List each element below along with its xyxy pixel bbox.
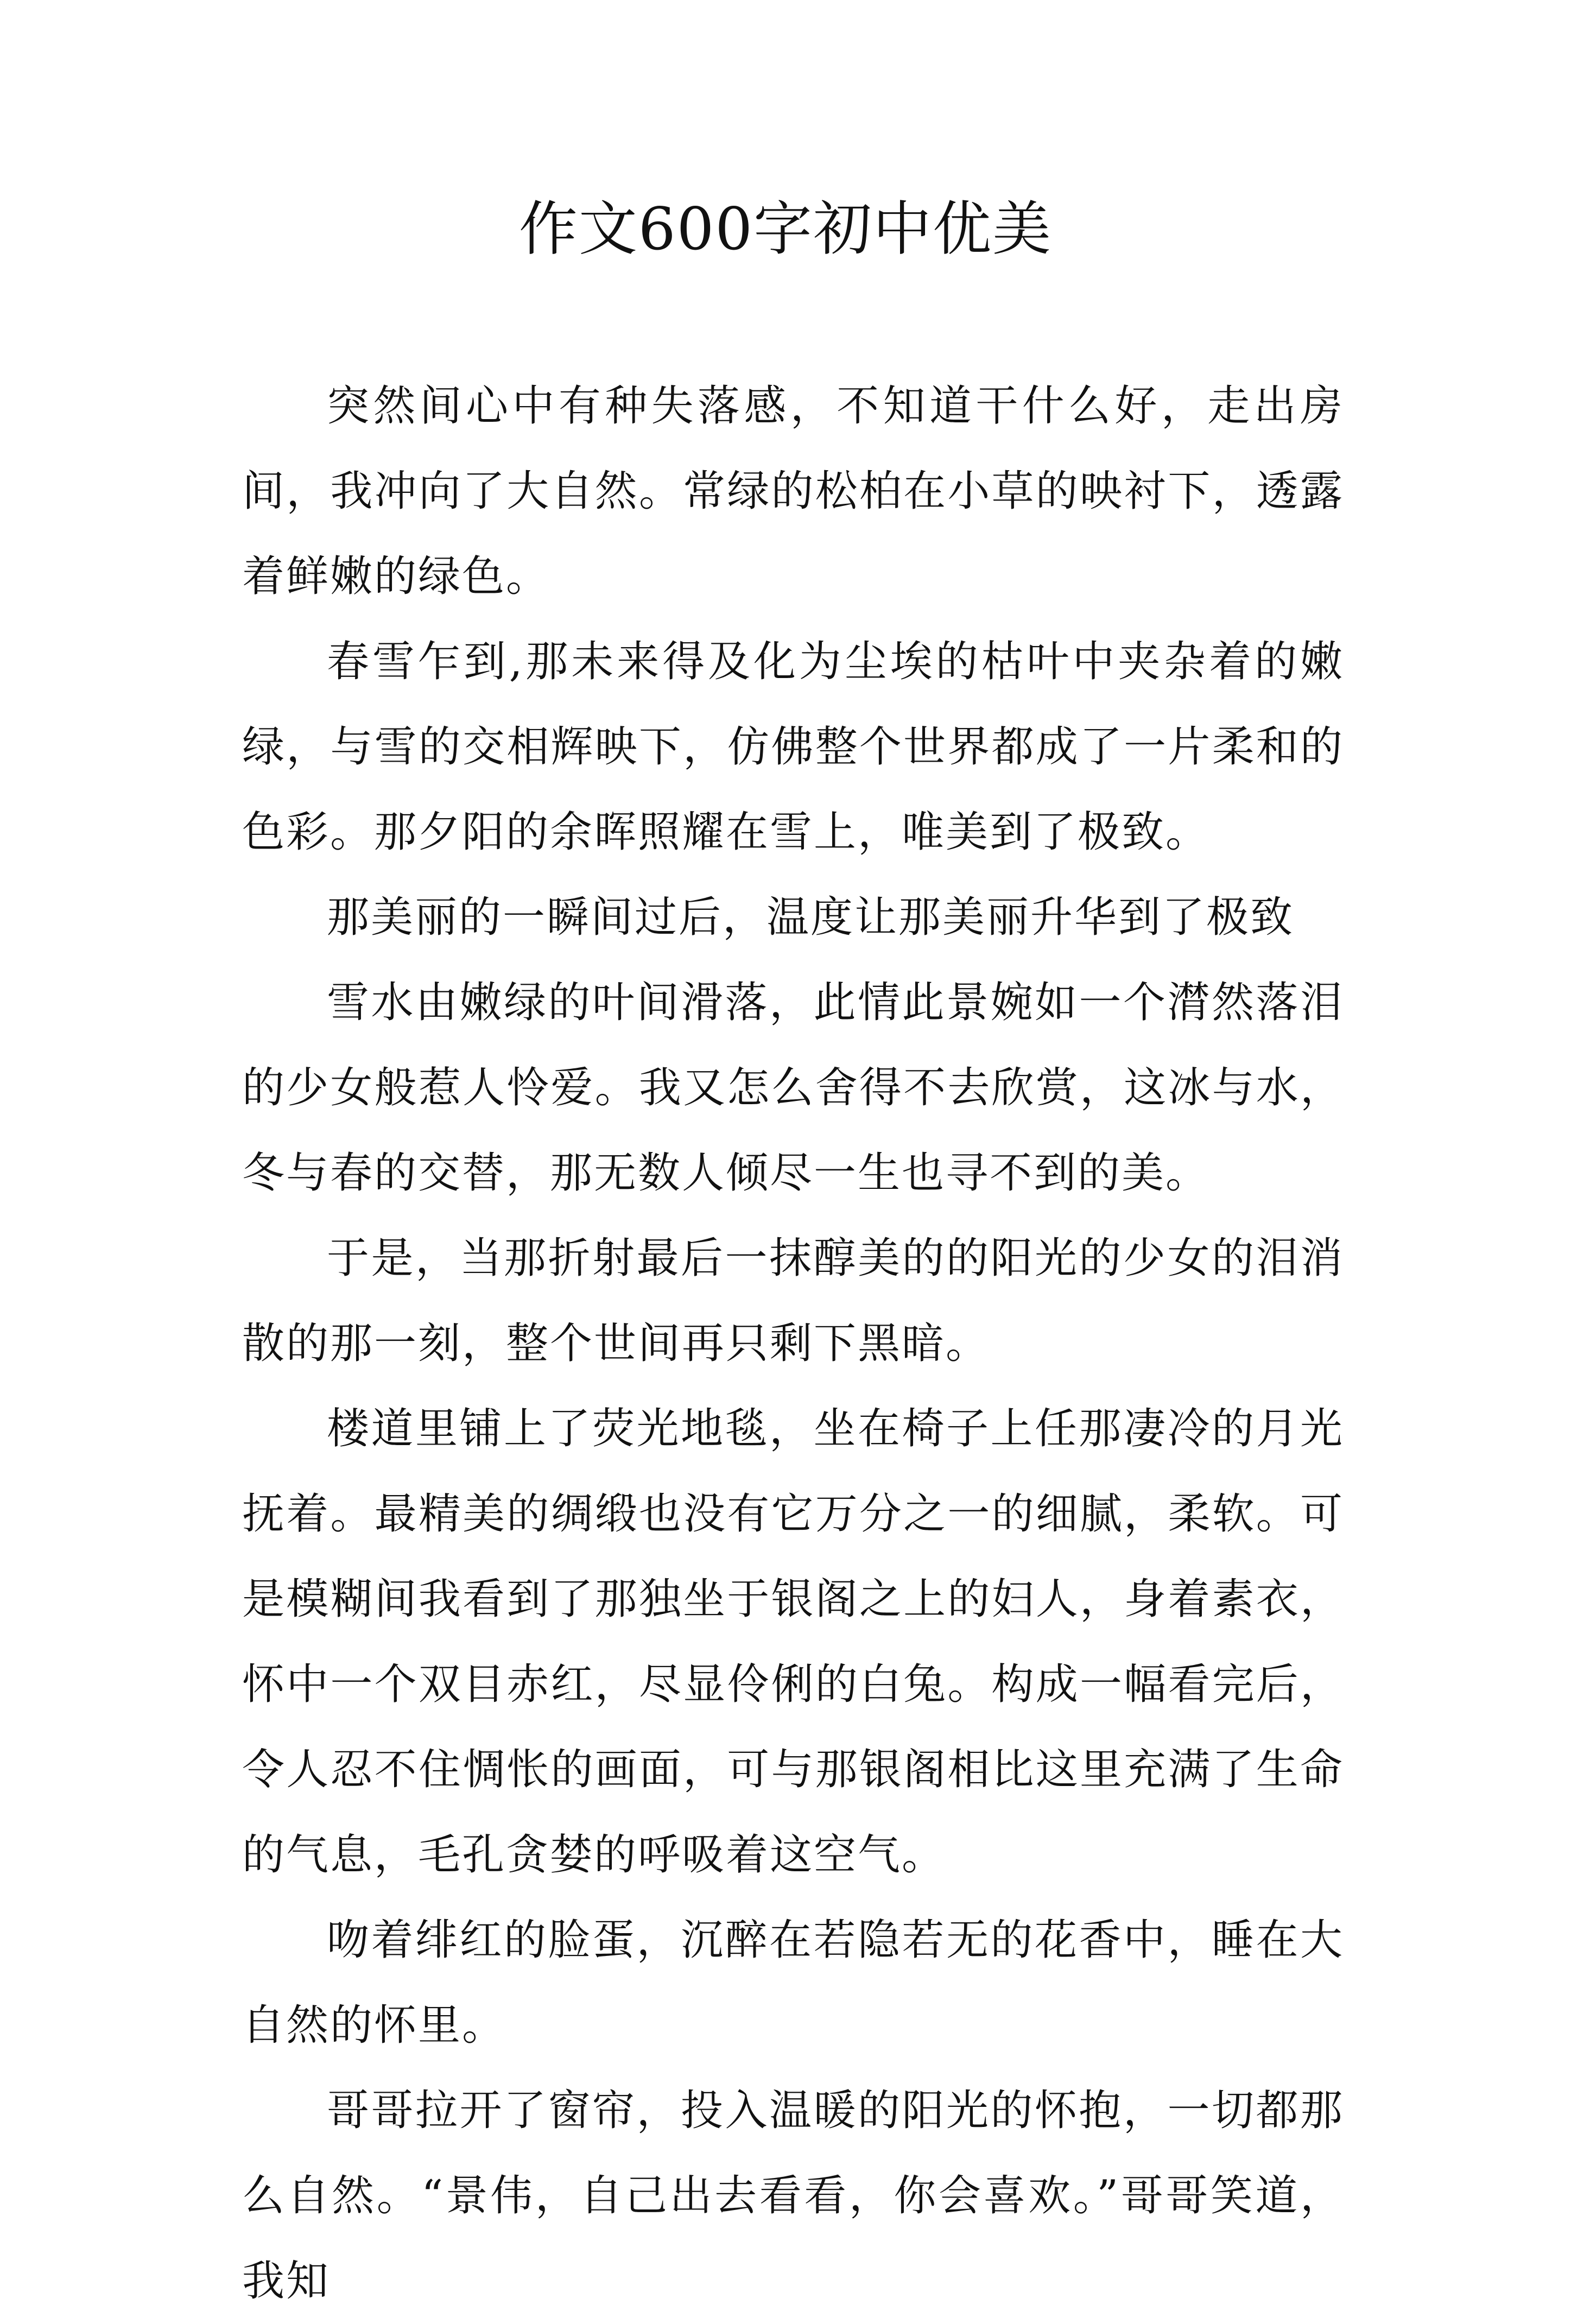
paragraph: 吻着绯红的脸蛋，沉醉在若隐若无的花香中，睡在大自然的怀里。	[242, 1916, 1344, 2050]
paragraph: 雪水由嫩绿的叶间滑落，此情此景婉如一个潸然落泪的少女般惹人怜爱。我又怎么舍得不去欣赏，这冰与水，冬与春的交替，那无数人倾尽一生也寻不到的美。	[242, 978, 1344, 1198]
paragraph: 春雪乍到,那未来得及化为尘埃的枯叶中夹杂着的嫩绿，与雪的交相辉映下，仿佛整个世界都成了一片柔和的色彩。那夕阳的余晖照耀在雪上，唯美到了极致。	[242, 637, 1344, 857]
paragraph: 那美丽的一瞬间过后，温度让那美丽升华到了极致	[327, 893, 1295, 942]
paragraph: 哥哥拉开了窗帘，投入温暖的阳光的怀抱，一切都那么自然。“景伟，自己出去看看，你会喜欢。”哥哥笑道，我知	[242, 2086, 1344, 2306]
paragraph: 于是，当那折射最后一抹醇美的的阳光的少女的泪消散的那一刻，整个世间再只剩下黑暗。	[242, 1234, 1344, 1368]
document-body	[242, 364, 1344, 2324]
document-title: 作文600字初中优美	[518, 195, 1053, 263]
paragraph: 突然间心中有种失落感，不知道干什么好，走出房间，我冲向了大自然。常绿的松柏在小草的映衬下，透露着鲜嫩的绿色。	[242, 382, 1344, 601]
paragraph: 楼道里铺上了荧光地毯，坐在椅子上任那凄冷的月光抚着。最精美的绸缎也没有它万分之一的细腻，柔软。可是模糊间我看到了那独坐于银阁之上的妇人，身着素衣，怀中一个双目赤红，尽显伶俐的白兔。构成一幅看完后，令人忍不住惆怅的画面，可与那银阁相比这里充满了生命的气息，毛孔贪婪的呼吸着这空气。	[242, 1404, 1344, 1879]
